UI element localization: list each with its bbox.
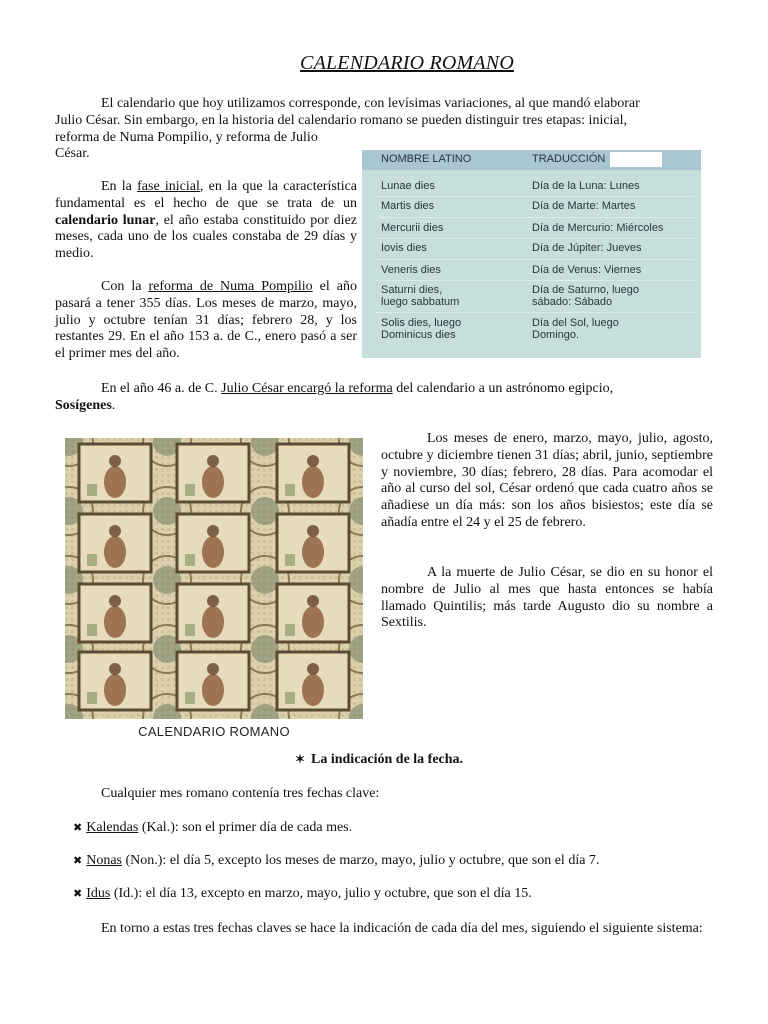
- days-table: [362, 150, 701, 358]
- mosaic-figure-body: [302, 606, 324, 638]
- mosaic-figure-head: [307, 595, 319, 607]
- mosaic-figure-body: [104, 674, 126, 706]
- mosaic-figure-head: [307, 455, 319, 467]
- mosaic-figure-head: [109, 663, 121, 675]
- x-bullet-icon: ✖: [73, 855, 83, 867]
- intro-paragraph: [55, 96, 713, 130]
- latin-name: Veneris dies: [381, 264, 441, 276]
- page-title: CALENDARIO ROMANO: [300, 52, 514, 74]
- translation-line: Día del Sol, luego: [532, 317, 619, 329]
- latin-name: Martis dies: [381, 200, 435, 212]
- fecha-heading-text: La indicación de la fecha.: [311, 752, 464, 767]
- mosaic-figure-head: [109, 455, 121, 467]
- translation: Día de Venus: Viernes: [532, 264, 642, 276]
- julio-line-2: [55, 398, 713, 415]
- star-bullet-icon: ✶: [294, 752, 305, 766]
- julio-line-1: [55, 381, 713, 398]
- idus-desc: (Id.): el día 13, excepto en marzo, mayo, julio y octubre, que son el día 15.: [110, 886, 532, 901]
- latin-line: Saturni dies,: [381, 284, 443, 296]
- mosaic-figure-head: [207, 663, 219, 675]
- fecha-heading: [0, 752, 758, 768]
- muerte-paragraph: A la muerte de Julio César, se dio en su honor el nombre de Julio al mes que hasta entonces se había llamado Quintilis; más tarde Augusto dio su nombre a Sextilis.: [381, 565, 713, 631]
- latin-name: [381, 317, 461, 341]
- latin-name: Mercurii dies: [381, 222, 444, 234]
- x-bullet-icon: ✖: [73, 822, 83, 834]
- julio-post: .: [111, 397, 116, 413]
- mosaic-figure-head: [109, 595, 121, 607]
- fecha-intro: Cualquier mes romano contenía tres fechas clave:: [101, 786, 380, 801]
- row-divider: [374, 217, 694, 218]
- mosaic-caption: CALENDARIO ROMANO: [138, 724, 290, 739]
- latin-name: [381, 284, 459, 308]
- fase-pre: En la: [101, 179, 132, 194]
- numa-link: reforma de Numa Pompilio: [148, 279, 313, 294]
- mosaic-object: [185, 554, 195, 566]
- fase-inicial-link: fase inicial: [137, 179, 200, 194]
- mosaic-object: [185, 484, 195, 496]
- translation: [532, 317, 619, 341]
- latin-name: Iovis dies: [381, 242, 427, 254]
- mosaic-figure-body: [104, 536, 126, 568]
- latin-line: luego sabbatum: [381, 296, 460, 308]
- list-item: [73, 820, 352, 837]
- intro-continuation: [55, 130, 355, 164]
- mosaic-rosette-center: [251, 497, 279, 525]
- header-traduccion: TRADUCCIÓN: [532, 153, 606, 165]
- mosaic-figure-body: [104, 466, 126, 498]
- mosaic-rosette-center: [251, 566, 279, 594]
- mosaic-figure-head: [207, 525, 219, 537]
- mosaic-object: [87, 554, 97, 566]
- days-table-header: [362, 150, 701, 170]
- mosaic-object: [285, 624, 295, 636]
- idus-term: Idus: [86, 886, 111, 901]
- mosaic-object: [87, 692, 97, 704]
- latin-line: Solis dies, luego: [381, 317, 462, 329]
- fase-mid: , en la que la característica fundamental es el hecho de que se trata de un: [55, 179, 358, 211]
- mosaic-rosette-center: [251, 635, 279, 663]
- row-divider: [374, 280, 694, 281]
- mosaic-object: [185, 624, 195, 636]
- translation: Día de Mercurio: Miércoles: [532, 222, 664, 234]
- nonas-term: Nonas: [86, 853, 122, 868]
- mosaic-figure-body: [104, 606, 126, 638]
- row-divider: [374, 312, 694, 313]
- intro-line-1: El calendario que hoy utilizamos corresponde, con levísimas variaciones, al que mandó elaborar: [101, 96, 640, 111]
- numa-post: el año pasará a tener 355 días. Los meses de marzo, mayo, julio y octubre tenían 31 días; febrero 28, y los restantes 29. En el año 153 a. de C., enero pasó a ser el primer mes del año.: [55, 279, 357, 362]
- julio-pre: En el año 46 a. de C.: [101, 381, 222, 396]
- header-nombre-latino: NOMBRE LATINO: [381, 153, 472, 165]
- closing-paragraph: En torno a estas tres fechas claves se hace la indicación de cada día del mes, siguiendo el siguiente sistema:: [101, 921, 703, 936]
- numa-paragraph: [55, 279, 357, 363]
- mosaic-figure-body: [302, 674, 324, 706]
- kalendas-desc: (Kal.): son el primer día de cada mes.: [138, 820, 353, 835]
- mosaic-object: [185, 692, 195, 704]
- translation-line: sábado: Sábado: [532, 296, 613, 308]
- intro-line-2: Julio César. Sin embargo, en la historia del calendario romano se pueden distinguir tres etapas: inicial,: [55, 112, 628, 128]
- mosaic-figure-body: [202, 536, 224, 568]
- mosaic-object: [285, 554, 295, 566]
- fase-inicial-paragraph: [55, 179, 357, 263]
- mosaic-object: [285, 484, 295, 496]
- mosaic-figure-head: [207, 455, 219, 467]
- translation: Día de la Luna: Lunes: [532, 180, 640, 192]
- translation: Día de Marte: Martes: [532, 200, 636, 212]
- latin-line: Dominicus dies: [381, 329, 456, 341]
- meses-paragraph: Los meses de enero, marzo, mayo, julio, agosto, octubre y diciembre tienen 31 días; abril, junio, septiembre y noviembre, 30 días; febrero, 28 días. Para acomodar el año al curso del sol, César ordenó que cada cuatro años se añadiese un día más: son los años bisiestos; este día se añadía entre el 24 y el 25 de febrero.: [381, 431, 713, 530]
- intro-line-4: César.: [55, 146, 90, 162]
- translation: Día de Júpiter: Jueves: [532, 242, 642, 254]
- row-divider: [374, 196, 694, 197]
- list-item: [73, 886, 532, 903]
- numa-pre: Con la: [101, 279, 142, 294]
- mosaic-image: [65, 438, 363, 719]
- julio-link: Julio César encargó la reforma: [221, 381, 393, 396]
- translation-line: Domingo.: [532, 329, 580, 341]
- row-divider: [374, 259, 694, 260]
- julio-paragraph: [55, 381, 713, 415]
- mosaic-object: [87, 484, 97, 496]
- mosaic-figure-head: [207, 595, 219, 607]
- mosaic-figure-body: [302, 466, 324, 498]
- list-item: [73, 853, 599, 870]
- mosaic-object: [285, 692, 295, 704]
- header-blank-box: [610, 152, 662, 167]
- intro-line-3: reforma de Numa Pompilio, y reforma de Julio: [55, 129, 318, 145]
- sosigenes: Sosígenes: [55, 397, 112, 413]
- mosaic-figure-body: [202, 606, 224, 638]
- kalendas-term: Kalendas: [86, 820, 139, 835]
- mosaic-figure-body: [202, 466, 224, 498]
- mosaic-figure-head: [109, 525, 121, 537]
- nonas-desc: (Non.): el día 5, excepto los meses de marzo, mayo, julio y octubre, que son el día 7.: [122, 853, 600, 868]
- julio-mid: del calendario a un astrónomo egipcio,: [392, 381, 614, 396]
- mosaic-figure-body: [302, 536, 324, 568]
- fase-post: , el año estaba constituido por diez meses, cada uno de los cuales constaba de 29 días y medio.: [55, 212, 358, 262]
- calendario-lunar: calendario lunar: [55, 212, 156, 228]
- mosaic-figure-body: [202, 674, 224, 706]
- latin-name: Lunae dies: [381, 180, 435, 192]
- mosaic-figure-head: [307, 663, 319, 675]
- mosaic-figure-head: [307, 525, 319, 537]
- x-bullet-icon: ✖: [73, 888, 83, 900]
- row-divider: [374, 238, 694, 239]
- translation: [532, 284, 639, 308]
- mosaic-object: [87, 624, 97, 636]
- mosaic-svg: [65, 438, 363, 719]
- translation-line: Día de Saturno, luego: [532, 284, 640, 296]
